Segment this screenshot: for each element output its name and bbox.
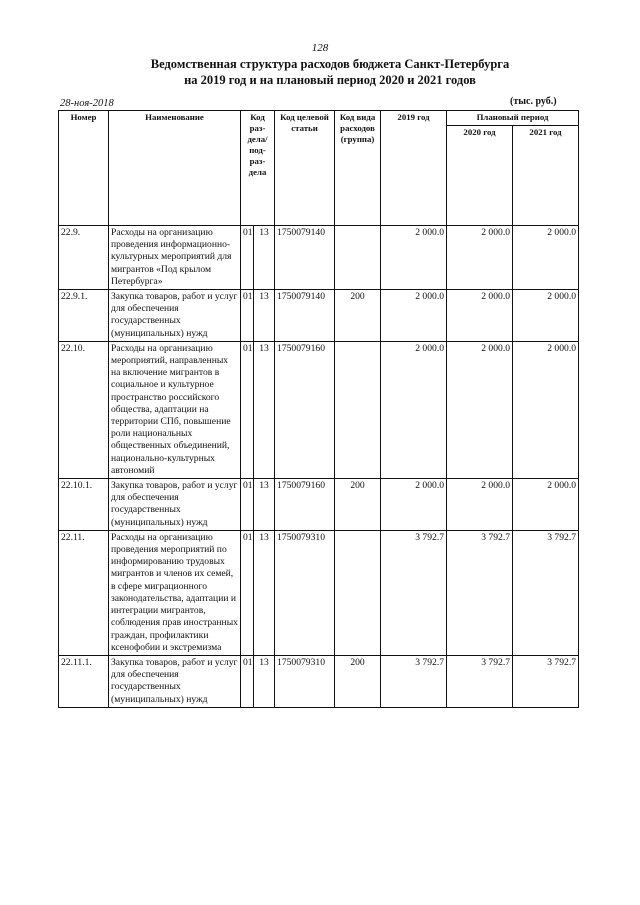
table-row xyxy=(59,226,579,290)
table-row xyxy=(59,341,579,478)
row-name: Расходы на организацию мероприятий, направленных на включение мигрантов в социальное и культурное пространство российского общества, адаптации на территории СПб, повышение роли национальных общественных объединений, национально-культурных автономий xyxy=(109,341,241,478)
row-target-code: 1750079140 xyxy=(275,290,335,342)
title-line-1: Ведомственная структура расходов бюджета Санкт-Петербурга xyxy=(150,57,510,71)
row-value-2020: 3 792.7 xyxy=(447,530,513,655)
row-value-2020: 2 000.0 xyxy=(447,479,513,531)
row-target-code: 1750079160 xyxy=(275,341,335,478)
row-value-2021: 3 792.7 xyxy=(513,530,579,655)
row-section-code: 01 xyxy=(241,530,254,655)
row-subsection-code: 13 xyxy=(254,655,275,707)
row-value-2021: 2 000.0 xyxy=(513,226,579,290)
row-kind-code: 200 xyxy=(335,479,381,531)
row-value-2021: 2 000.0 xyxy=(513,479,579,531)
table-row xyxy=(59,530,579,655)
header-target-code: Код целевой статьи xyxy=(275,111,335,226)
row-value-2020: 3 792.7 xyxy=(447,655,513,707)
row-kind-code xyxy=(335,226,381,290)
row-value-2019: 2 000.0 xyxy=(381,226,447,290)
row-name: Закупка товаров, работ и услуг для обеспечения государственных (муниципальных) нужд xyxy=(109,290,241,342)
table-row xyxy=(59,479,579,531)
header-year-2021: 2021 год xyxy=(513,126,579,226)
row-subsection-code: 13 xyxy=(254,290,275,342)
row-subsection-code: 13 xyxy=(254,479,275,531)
row-number: 22.9. xyxy=(59,226,109,290)
row-number: 22.10.1. xyxy=(59,479,109,531)
header-section-code: Код раз-дела/ под-раз-дела xyxy=(241,111,275,226)
row-number: 22.11.1. xyxy=(59,655,109,707)
document-title xyxy=(40,56,620,88)
table-row xyxy=(59,290,579,342)
header-planned-period: Плановый период xyxy=(447,111,579,126)
row-section-code: 01 xyxy=(241,479,254,531)
row-value-2021: 3 792.7 xyxy=(513,655,579,707)
title-line-2: на 2019 год и на плановый период 2020 и 2021 годов xyxy=(184,73,476,87)
row-target-code: 1750079160 xyxy=(275,479,335,531)
row-kind-code: 200 xyxy=(335,655,381,707)
header-kind-code: Код вида расходов (группа) xyxy=(335,111,381,226)
row-value-2020: 2 000.0 xyxy=(447,226,513,290)
row-section-code: 01 xyxy=(241,226,254,290)
row-value-2019: 3 792.7 xyxy=(381,530,447,655)
row-target-code: 1750079310 xyxy=(275,655,335,707)
header-number: Номер xyxy=(59,111,109,226)
units-label: (тыс. руб.) xyxy=(510,96,557,107)
table-row xyxy=(59,655,579,707)
row-value-2021: 2 000.0 xyxy=(513,341,579,478)
row-subsection-code: 13 xyxy=(254,341,275,478)
row-kind-code xyxy=(335,341,381,478)
row-number: 22.10. xyxy=(59,341,109,478)
row-section-code: 01 xyxy=(241,290,254,342)
row-kind-code: 200 xyxy=(335,290,381,342)
row-subsection-code: 13 xyxy=(254,226,275,290)
row-value-2019: 2 000.0 xyxy=(381,341,447,478)
row-value-2020: 2 000.0 xyxy=(447,290,513,342)
row-section-code: 01 xyxy=(241,341,254,478)
row-value-2021: 2 000.0 xyxy=(513,290,579,342)
row-target-code: 1750079140 xyxy=(275,226,335,290)
header-year-2019: 2019 год xyxy=(381,111,447,226)
document-date: 28-ноя-2018 xyxy=(60,98,114,109)
row-name: Расходы на организацию проведения информационно-культурных мероприятий для мигрантов «Под крылом Петербурга» xyxy=(109,226,241,290)
row-number: 22.9.1. xyxy=(59,290,109,342)
row-section-code: 01 xyxy=(241,655,254,707)
header-name: Наименование xyxy=(109,111,241,226)
header-year-2020: 2020 год xyxy=(447,126,513,226)
row-number: 22.11. xyxy=(59,530,109,655)
row-target-code: 1750079310 xyxy=(275,530,335,655)
row-kind-code xyxy=(335,530,381,655)
row-value-2019: 2 000.0 xyxy=(381,479,447,531)
row-value-2020: 2 000.0 xyxy=(447,341,513,478)
row-name: Закупка товаров, работ и услуг для обеспечения государственных (муниципальных) нужд xyxy=(109,479,241,531)
row-name: Расходы на организацию проведения мероприятий по информированию трудовых мигрантов и членов их семей, в сфере миграционного законодательства, адаптации и интеграции мигрантов, соблюдения прав иностранных граждан, профилактики ксенофобии и экстремизма xyxy=(109,530,241,655)
row-name: Закупка товаров, работ и услуг для обеспечения государственных (муниципальных) нужд xyxy=(109,655,241,707)
row-value-2019: 2 000.0 xyxy=(381,290,447,342)
budget-table xyxy=(58,110,579,708)
row-subsection-code: 13 xyxy=(254,530,275,655)
page-number: 128 xyxy=(311,42,329,54)
row-value-2019: 3 792.7 xyxy=(381,655,447,707)
